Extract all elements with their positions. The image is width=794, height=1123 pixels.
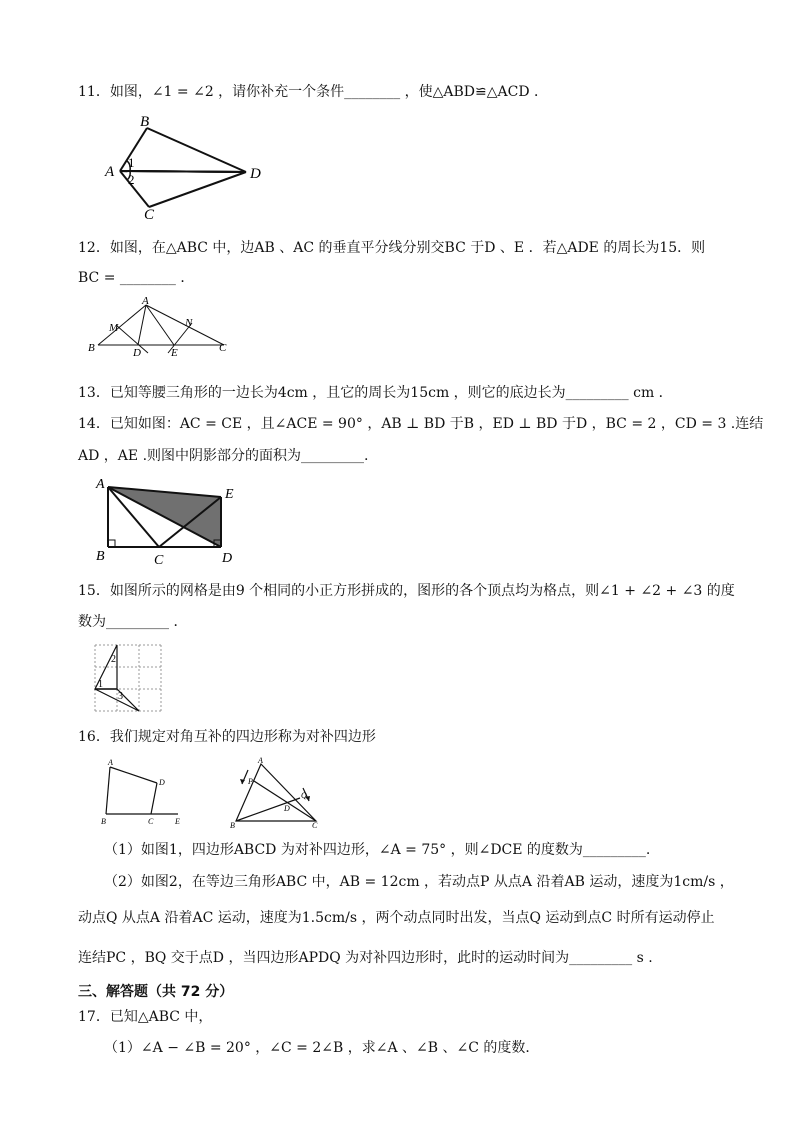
q16-part2-line2: 动点Q 从点A 沿着AC 运动，速度为1.5cm/s ，两个动点同时出发，当点Q 运动到点C 时所有运动停止 [78, 910, 715, 926]
q11-angle-2: 2 [128, 172, 135, 187]
q16-fig2-label-B: B [230, 821, 235, 830]
q13-text: 13．已知等腰三角形的一边长为4cm ，且它的周长为15cm ，则它的底边长为_________ cm ． [78, 385, 673, 401]
q16-part2-line1: （2）如图2，在等边三角形ABC 中，AB = 12cm ，若动点P 从点A 沿着AB 运动，速度为1cm/s ， [104, 874, 734, 890]
q11-label-C: C [144, 207, 155, 223]
q17-part1: （1）∠A − ∠B = 20° ，∠C = 2∠B ，求∠A 、∠B 、∠C 的度数． [104, 1040, 540, 1056]
q11-figure [100, 112, 275, 224]
q16-fig1-label-D: D [159, 778, 165, 787]
q12-label-M: M [109, 322, 119, 334]
q15-angle-1: 1 [98, 679, 103, 690]
q14-label-B: B [96, 549, 105, 564]
q16-fig2-label-D: D [284, 804, 290, 813]
q11-angle-1: 1 [128, 155, 135, 170]
q15-text-line2: 数为_________ ． [78, 614, 188, 630]
q16-fig2-label-C: C [312, 821, 318, 830]
q11-lines [120, 128, 246, 207]
q11-label-D: D [250, 166, 261, 182]
q17-text: 17．已知△ABC 中， [78, 1009, 213, 1025]
q12-label-N: N [185, 317, 193, 329]
q11-label-B: B [140, 114, 150, 130]
q15-angle-2: 2 [111, 654, 116, 665]
q12-text-line1: 12．如图，在△ABC 中，边AB 、AC 的垂直平分线分别交BC 于D 、E ．若△ADE 的周长为15．则 [78, 240, 706, 256]
q16-fig1-label-E: E [175, 817, 180, 826]
q14-label-C: C [154, 553, 164, 566]
q12-label-D: D [133, 347, 141, 357]
q16-fig2-label-P: P [248, 777, 253, 786]
q16-figure-1 [96, 756, 188, 828]
q16-part2-line3: 连结PC ，BQ 交于点D ，当四边形APDQ 为对补四边形时，此时的运动时间为_________ s . [78, 950, 653, 966]
q16-text: 16．我们规定对角互补的四边形称为对补四边形 [78, 729, 376, 745]
q16-part1: （1）如图1，四边形ABCD 为对补四边形，∠A = 75° ，则∠DCE 的度数为_________. [104, 842, 651, 858]
q16-fig1-label-C: C [148, 817, 154, 826]
q15-grid [95, 645, 161, 711]
q11-text: 11．如图，∠1 = ∠2 ，请你补充一个条件________ ，使△ABD≌△ACD ． [78, 84, 549, 100]
q16-fig2-label-A: A [258, 756, 263, 765]
q16-fig1-lines [106, 767, 178, 814]
q12-label-C: C [219, 342, 227, 354]
q14-figure [92, 474, 242, 566]
q12-label-A: A [142, 295, 149, 307]
q14-text-line2: AD ，AE .则图中阴影部分的面积为_________. [78, 448, 369, 464]
q12-label-B: B [88, 342, 95, 354]
q15-figure [92, 642, 164, 712]
q12-figure [88, 295, 236, 357]
q16-figure-2 [228, 756, 328, 832]
q16-fig1-label-A: A [108, 758, 113, 767]
q14-label-E: E [225, 487, 234, 502]
q12-text-line2: BC = ________ ． [78, 270, 195, 286]
q14-label-D: D [222, 551, 233, 566]
q11-label-A: A [105, 164, 115, 180]
q14-text-line1: 14．已知如图：AC = CE ，且∠ACE = 90° ，AB ⊥ BD 于B ，ED ⊥ BD 于D ，BC = 2 ，CD = 3 .连结 [78, 416, 764, 432]
q15-text-line1: 15．如图所示的网格是由9 个相同的小正方形拼成的，图形的各个顶点均为格点，则∠1 + ∠2 + ∠3 的度 [78, 583, 735, 599]
q15-angle-3: 3 [118, 691, 123, 702]
q14-label-A: A [96, 477, 105, 492]
q16-fig2-label-Q: Q [301, 791, 307, 800]
section-3-heading: 三、解答题（共 72 分） [78, 984, 234, 1000]
q12-label-E: E [171, 347, 178, 357]
q16-fig1-label-B: B [101, 817, 106, 826]
